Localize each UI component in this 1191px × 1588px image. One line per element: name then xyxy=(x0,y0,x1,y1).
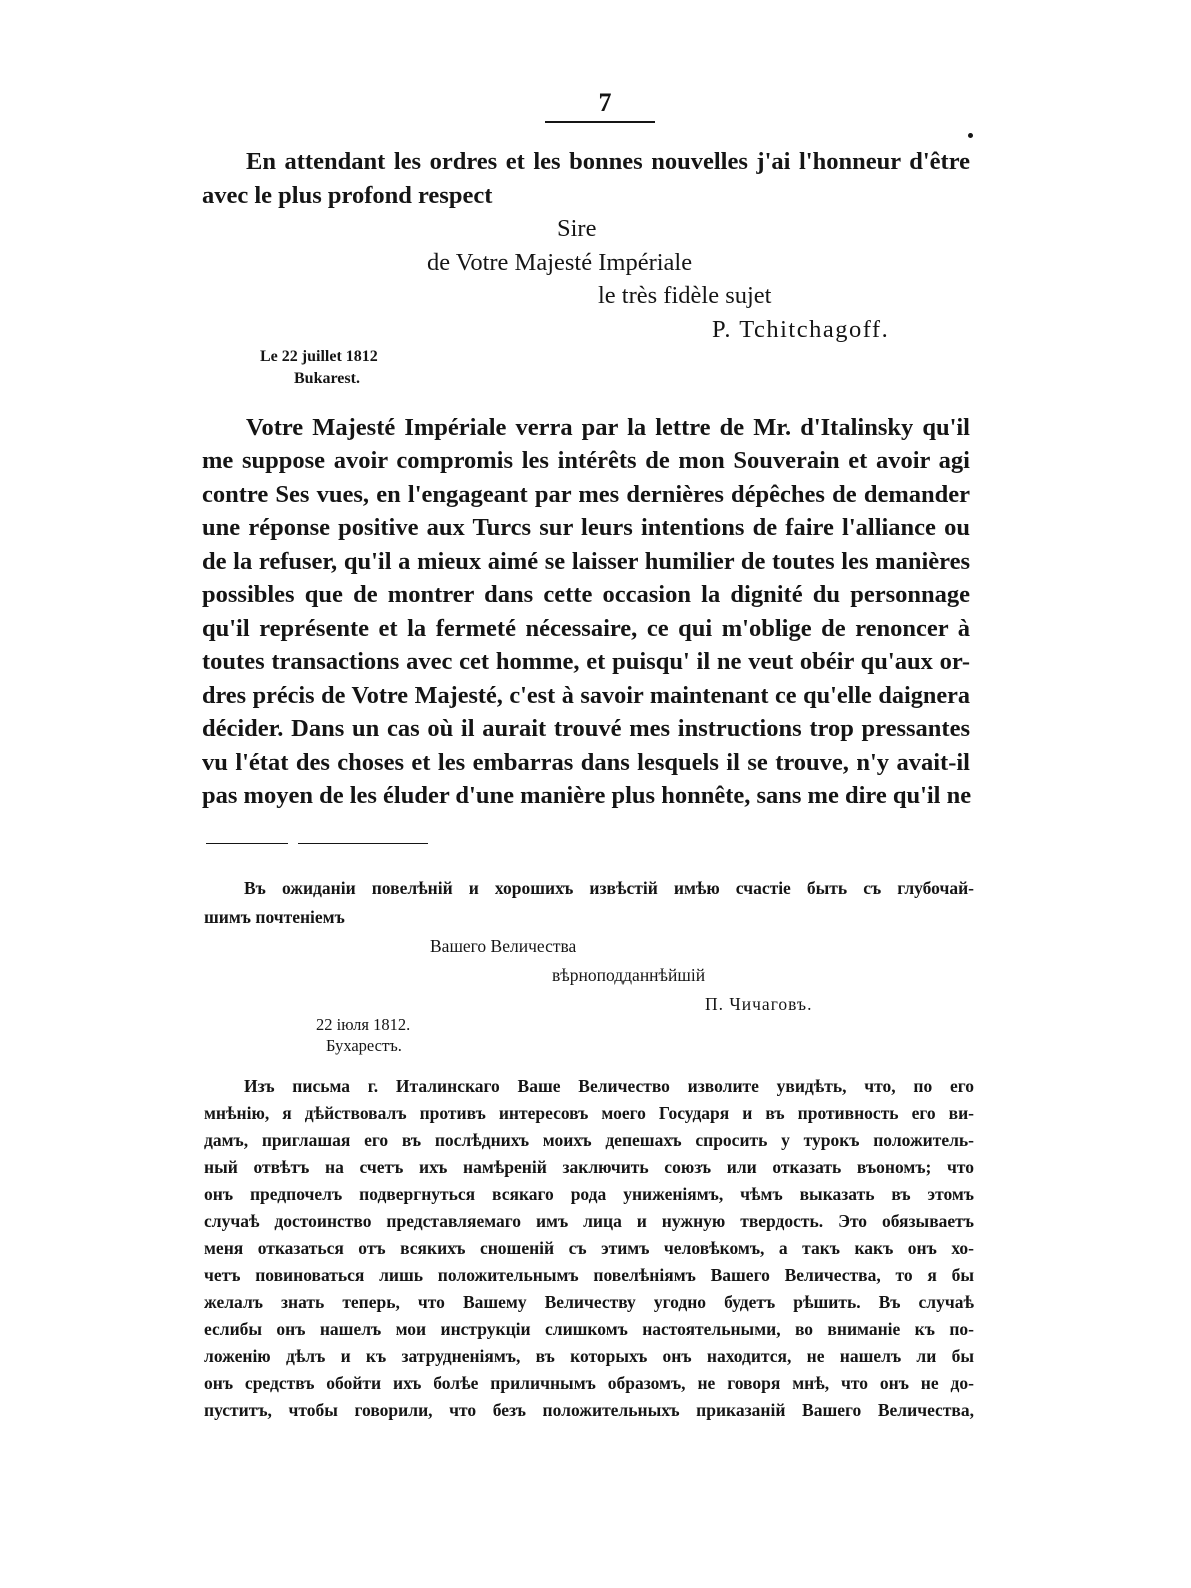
footnote-rule-right xyxy=(298,843,428,844)
russian-paragraph-line-10: еслибы онъ нашелъ мои инструкціи слишкомъ настоятельными, во вниманіе къ по- xyxy=(204,1319,974,1339)
french-paragraph-line-1: Votre Majesté Impériale verra par la lettre de Mr. d'Italinsky qu'il xyxy=(246,414,970,441)
french-signature: P. Tchitchagoff. xyxy=(712,316,890,343)
footnote-rule-left xyxy=(206,843,288,844)
russian-paragraph-line-9: желалъ знать теперь, что Вашему Величеству угодно будетъ рѣшить. Въ случаѣ xyxy=(204,1292,974,1312)
russian-paragraph-line-6: случаѣ достоинство представляемаго имъ лица и нужную твердость. Это обязываетъ xyxy=(204,1211,974,1231)
french-paragraph-line-12: pas moyen de les éluder d'une manière plus honnête, sans me dire qu'il ne xyxy=(202,782,972,809)
russian-majesty: Вашего Величества xyxy=(430,936,577,956)
french-paragraph-line-3: contre Ses vues, en l'engageant par mes dernières dépêches de demander xyxy=(202,481,970,508)
russian-closing-line-2: шимъ почтеніемъ xyxy=(204,907,345,927)
russian-paragraph-line-11: ложенію дѣлъ и къ затрудненіямъ, въ которыхъ онъ находится, не нашелъ ли бы xyxy=(204,1346,974,1366)
french-salutation: Sire xyxy=(557,215,597,242)
russian-closing-line-1: Въ ожиданіи повелѣній и хорошихъ извѣстій имѣю счастіе быть съ глубочай- xyxy=(244,878,974,898)
french-majesty: de Votre Majesté Impériale xyxy=(427,249,693,276)
russian-signature: П. Чичаговъ. xyxy=(705,994,813,1014)
russian-paragraph-line-1: Изъ письма г. Италинскаго Ваше Величество изволите увидѣть, что, по его xyxy=(244,1076,974,1096)
french-subject: le très fidèle sujet xyxy=(598,282,772,309)
french-date: Le 22 juillet 1812 xyxy=(260,348,378,365)
russian-paragraph-line-3: дамъ, приглашая его въ послѣднихъ моихъ депешахъ спросить у турокъ положитель- xyxy=(204,1130,974,1150)
russian-paragraph-line-2: мнѣнію, я дѣйствовалъ противъ интересовъ моего Государя и въ противность его ви- xyxy=(204,1103,974,1123)
french-closing-line-1: En attendant les ordres et les bonnes nouvelles j'ai l'honneur d'être xyxy=(246,148,970,175)
french-paragraph-line-9: dres précis de Votre Majesté, c'est à savoir maintenant ce qu'elle daignera xyxy=(202,682,970,709)
russian-paragraph-line-12: онъ средствъ обойти ихъ болѣе приличнымъ образомъ, не говоря мнѣ, что онъ не до- xyxy=(204,1373,974,1393)
russian-date: 22 іюля 1812. xyxy=(316,1015,411,1034)
russian-paragraph-line-13: пуститъ, чтобы говорили, что безъ положительныхъ приказаній Вашего Величества, xyxy=(204,1400,974,1420)
russian-paragraph-line-7: меня отказаться отъ всякихъ сношеній съ этимъ человѣкомъ, а такъ какъ онъ хо- xyxy=(204,1238,974,1258)
russian-paragraph-line-5: онъ предпочелъ подвергнуться всякаго рода униженіямъ, чѣмъ выказать въ этомъ xyxy=(204,1184,974,1204)
russian-paragraph-line-8: четъ повиноваться лишь положительнымъ повелѣніямъ Вашего Величества, то я бы xyxy=(204,1265,974,1285)
french-paragraph-line-10: décider. Dans un cas où il aurait trouvé mes instructions trop pressantes xyxy=(202,715,970,742)
page-number-rule xyxy=(545,121,655,123)
french-paragraph-line-2: me suppose avoir compromis les intérêts de mon Souverain et avoir agi xyxy=(202,447,970,474)
french-paragraph-line-8: toutes transactions avec cet homme, et puisqu' il ne veut obéir qu'aux or- xyxy=(202,648,970,675)
french-paragraph-line-11: vu l'état des choses et les embarras dans lesquels il se trouve, n'y avait-il xyxy=(202,749,970,776)
french-paragraph-line-7: qu'il représente et la fermeté nécessaire, ce qui m'oblige de renoncer à xyxy=(202,615,970,642)
russian-place: Бухарестъ. xyxy=(326,1036,402,1055)
russian-paragraph-line-4: ный отвѣтъ на счетъ ихъ намѣреній заключить союзъ или отказать въономъ; что xyxy=(204,1157,974,1177)
french-paragraph-line-4: une réponse positive aux Turcs sur leurs intentions de faire l'alliance ou xyxy=(202,514,970,541)
french-place: Bukarest. xyxy=(294,370,360,387)
french-closing-line-2: avec le plus profond respect xyxy=(202,182,493,209)
french-paragraph-line-6: possibles que de montrer dans cette occasion la dignité du personnage xyxy=(202,581,970,608)
russian-subject: вѣрноподданнѣйшій xyxy=(552,965,706,985)
page-number: 7 xyxy=(598,88,612,117)
french-paragraph-line-5: de la refuser, qu'il a mieux aimé se laisser humilier de toutes les manières xyxy=(202,548,970,575)
print-dot-mark xyxy=(968,133,973,138)
